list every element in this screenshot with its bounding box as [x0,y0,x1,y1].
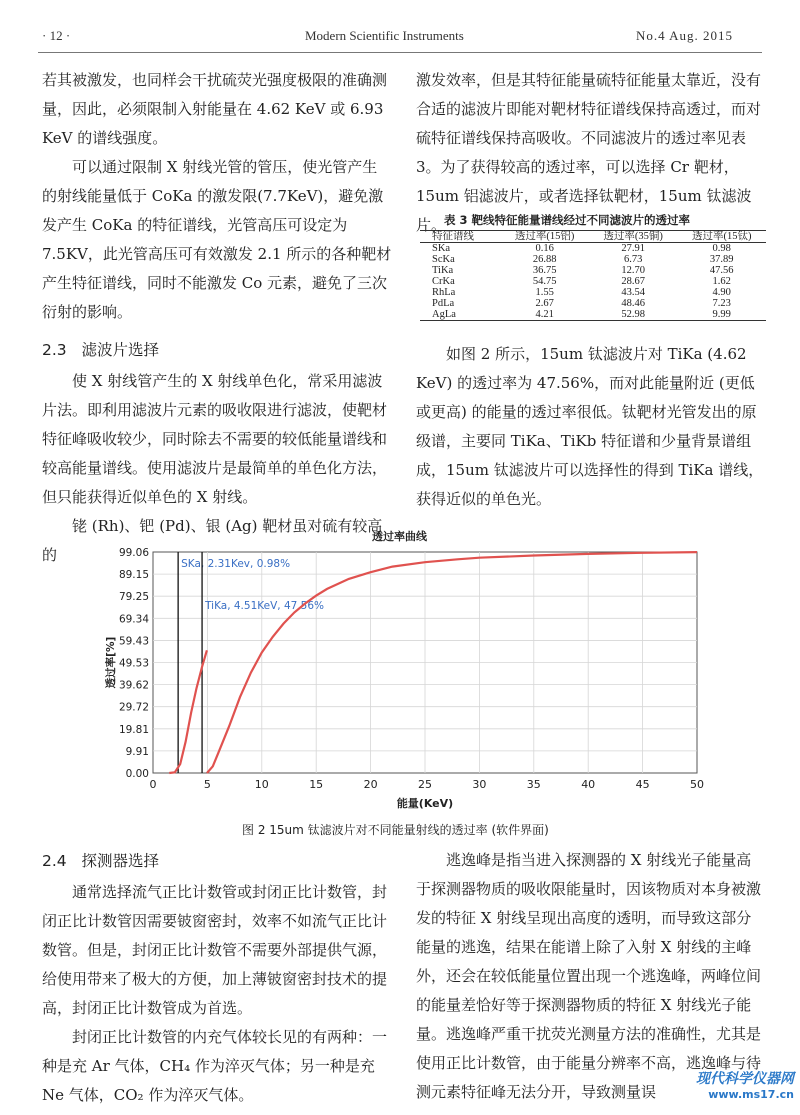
table-cell: 0.16 [535,243,554,254]
table-row [420,254,766,265]
table-cell: 47.56 [709,265,734,276]
left-column-bottom [42,846,392,1110]
y-tick-label: 9.91 [125,745,149,758]
section-number: 2.4 [42,852,67,870]
y-axis-label: 透过率[%] [105,636,117,689]
x-tick-label: 50 [690,778,704,791]
y-tick-label: 89.15 [118,569,149,582]
journal-name: Modern Scientific Instruments [305,28,464,43]
x-tick-label: 0 [149,778,157,791]
table-cell: TiKa [432,265,454,276]
table-row [420,243,766,255]
section-heading [42,333,392,367]
table-cell: PdLa [432,298,455,309]
table-cell: 54.75 [532,276,557,287]
table-cell: RhLa [432,287,456,298]
table-cell: 6.73 [623,254,643,265]
table-cell: 1.55 [535,287,554,298]
table-header: 透过率(15钛) [691,231,752,242]
table-header-row [420,231,766,243]
y-tick-label: 39.62 [118,679,149,692]
x-tick-label: 15 [309,778,324,791]
marker-label: SKa, 2.31Kev, 0.98% [181,558,291,570]
y-tick-label: 59.43 [118,635,149,648]
y-tick-label: 49.53 [118,657,149,670]
table-header: 透过率(35铜) [603,231,663,242]
x-tick-label: 30 [472,778,487,791]
table-cell: 37.89 [709,254,734,265]
table-cell: 4.21 [535,309,554,320]
y-tick-label: 69.34 [118,613,149,626]
section-title: 探测器选择 [81,852,159,870]
left-column-top [42,66,392,570]
x-tick-label: 35 [526,778,541,791]
table-row [420,298,766,309]
paragraph: 封闭正比计数管的内充气体较长见的有两种：一种是充 Ar 气体，CH₄ 作为淬灭气体；另一种是充 Ne 气体，CO₂ 作为淬灭气体。 [42,1028,388,1104]
paragraph: 通常选择流气正比计数管或封闭正比计数管，封闭正比计数管因需要铍窗密封，效率不如流气正比计数管。但是，封闭正比计数管不需要外部提供气源，给使用带来了极大的方便，加上薄铍窗密封技术的提高，封闭正比计数管成为首选。 [42,883,388,1017]
table-row [420,287,766,298]
marker-label: TiKa, 4.51KeV, 47.56% [205,600,324,612]
watermark-line2: www.ms17.cn [708,1088,794,1101]
paragraph: 铑 (Rh)、钯 (Pd)、银 (Ag) 靶材虽对硫有较高的 [42,517,383,564]
table-row [420,276,766,287]
table-cell: 27.91 [621,243,645,254]
table-cell: 4.90 [712,287,731,298]
table-row [420,309,766,321]
table-header: 透过率(15铝) [514,231,575,242]
paragraph: 激发效率，但是其特征能量硫特征能量太靠近，没有合适的滤波片即能对靶材特征谱线保持高透过，而对硫特征谱线保持高吸收。不同滤波片的透过率见表 3。为了获得较高的透过率，可以选择 Cr 靶材，15um 铝滤波片，或者选择钛靶材，15um 钛滤波片。 [416,71,762,234]
table-cell: ScKa [432,254,455,265]
x-tick-label: 45 [635,778,650,791]
page-number: · 12 · [42,28,71,43]
paragraph: 若其被激发，也同样会干扰硫荧光强度极限的准确测量，因此，必须限制入射能量在 4.62 KeV 或 6.93 KeV 的谱线强度。 [42,71,388,147]
section-title: 滤波片选择 [81,341,159,359]
x-tick-label: 25 [418,778,432,791]
table-header: 特征谱线 [432,231,474,242]
section-number: 2.3 [42,341,67,359]
table-cell: 2.67 [535,298,554,309]
y-tick-label: 19.81 [118,723,149,736]
table-3 [420,230,766,321]
y-tick-label: 99.06 [118,547,149,559]
table-cell: 48.46 [621,298,645,309]
paragraph: 如图 2 所示，15um 钛滤波片对 TiKa (4.62 KeV) 的透过率为 47.56%，而对此能量附近 (更低或更高) 的能量的透过率很低。钛靶材光管发出的原级谱，主要同 TiKa、TiKb 特征谱和少量背景谱组成，15um 钛滤波片可以选择性的得到 TiKa 谱线，获得近似的单色光。 [416,345,764,508]
table-cell: CrKa [432,276,455,287]
issue-info: No.4 Aug. 2015 [636,28,734,43]
paragraph: 使 X 射线管产生的 X 射线单色化，常采用滤波片法。即利用滤波片元素的吸收限进行滤波，使靶材特征峰吸收较少，同时除去不需要的较低能量谱线和较高能量谱线。使用滤波片是最简单的单色化方法，但只能获得近似单色的 X 射线。 [42,372,388,506]
figure-caption: 图 2 15um 钛滤波片对不同能量射线的透过率 (软件界面) [242,823,549,837]
table-cell: 26.88 [532,254,557,265]
table-cell: SKa [432,243,451,254]
watermark-line1: 现代科学仪器网 [696,1071,794,1087]
x-tick-label: 20 [363,778,378,791]
table-cell: 0.98 [712,243,731,254]
right-column-middle [416,340,766,514]
table-cell: 36.75 [532,265,557,276]
y-tick-label: 0.00 [125,768,149,780]
x-axis-label: 能量(KeV) [396,797,454,810]
watermark [668,1068,794,1101]
table-cell: AgLa [432,309,456,320]
table-cell: 43.54 [621,287,645,298]
table-caption: 表 3 靶线特征能量谱线经过不同滤波片的透过率 [444,213,691,227]
paragraph: 可以通过限制 X 射线光管的管压，使光管产生的射线能量低于 CoKa 的激发限(7.7KeV)，避免激发产生 CoKa 的特征谱线，光管高压可设定为 7.5KV，此光管高压可有效激发 2.1 所示的各种靶材产生特征谱线，同时不能激发 Co 元素，避免了三次衍射的影响。 [42,158,392,321]
table-row [420,265,766,276]
x-tick-label: 5 [203,778,211,791]
table-cell: 12.70 [621,265,645,276]
table-cell: 7.23 [712,298,731,309]
table-cell: 28.67 [621,276,645,287]
section-heading [42,846,392,876]
header-rule [38,52,762,53]
paragraph: 逃逸峰是指当进入探测器的 X 射线光子能量高于探测器物质的吸收限能量时，因该物质对本身被激发的特征 X 射线呈现出高度的透明，而导致这部分能量的逃逸，结果在能谱上除了入射 X 射线的主峰外，还会在较低能量位置出现一个逃逸峰，两峰位间的能量差恰好等于探测器物质的特征 X 射线光子能量。逃逸峰严重干扰荧光测量方法的准确性，尤其是使用正比计数管，由于能量分辨率不高，逃逸峰与待测元素特征峰无法分开，导致测量误 [416,851,762,1101]
y-tick-label: 29.72 [118,701,149,714]
chart-title: 透过率曲线 [372,530,427,543]
table-cell: 9.99 [712,309,731,320]
transmission-chart [100,540,710,820]
y-tick-label: 79.25 [118,591,149,604]
x-tick-label: 10 [254,778,269,791]
x-tick-label: 40 [581,778,596,791]
table-cell: 52.98 [621,309,645,320]
table-cell: 1.62 [712,276,731,287]
